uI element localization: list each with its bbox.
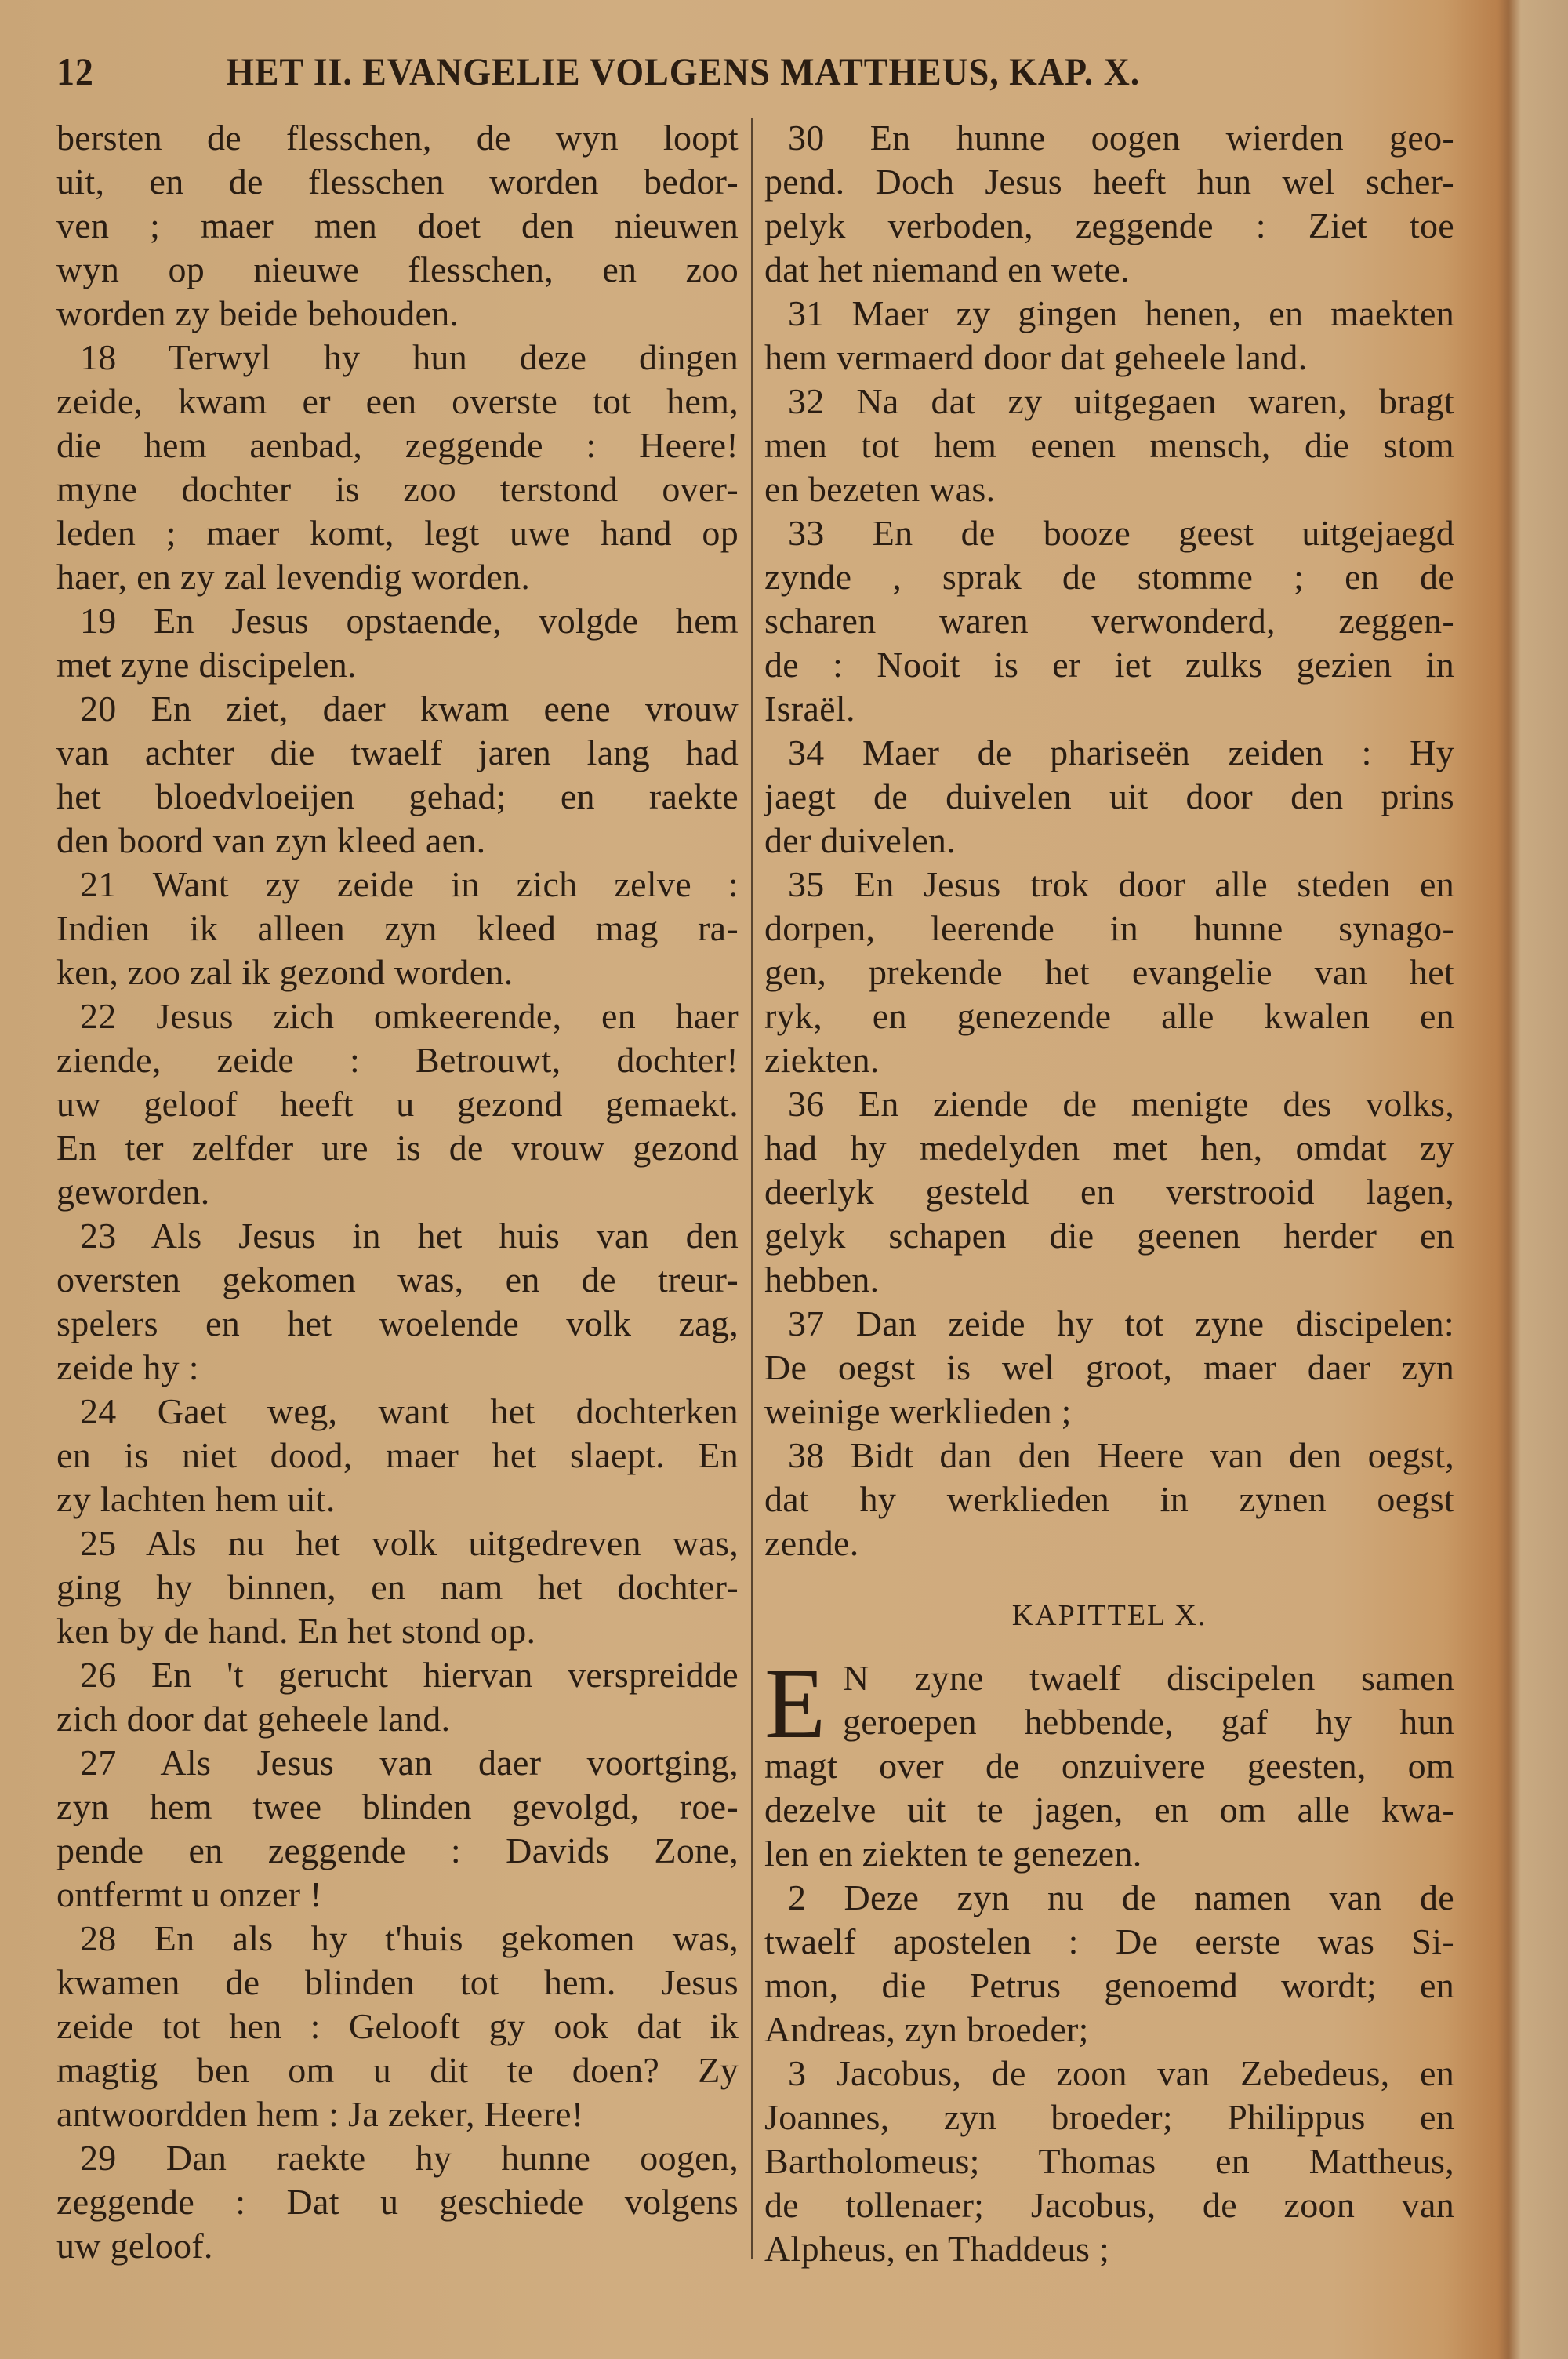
text-line: 19 En Jesus opstaende, volgde hem (80, 601, 739, 641)
text-line: 22 Jesus zich omkeerende, en haer (80, 996, 739, 1036)
text-line: geworden. (56, 1172, 210, 1212)
text-line: 23 Als Jesus in het huis van den (80, 1216, 739, 1256)
text-line: het bloedvloeijen gehad; en raekte (56, 776, 739, 816)
text-line: deerlyk gesteld en verstrooid lagen, (764, 1172, 1454, 1212)
text-line: dorpen, leerende in hunne synago- (764, 908, 1454, 948)
text-line: leden ; maer komt, legt uwe hand op (56, 513, 739, 553)
text-line: Indien ik alleen zyn kleed mag ra- (56, 908, 739, 948)
text-line: pelyk verboden, zeggende : Ziet toe (764, 205, 1454, 245)
text-line: den boord van zyn kleed aen. (56, 820, 486, 860)
text-line: ging hy binnen, en nam het dochter- (56, 1567, 739, 1607)
text-line: van achter die twaelf jaren lang had (56, 732, 739, 772)
text-line: pende en zeggende : Davids Zone, (56, 1830, 739, 1870)
text-line: men tot hem eenen mensch, die stom (764, 425, 1454, 465)
text-line: magt over de onzuivere geesten, om (764, 1746, 1454, 1786)
text-line: 32 Na dat zy uitgegaen waren, bragt (788, 381, 1454, 421)
text-line: 28 En als hy t'huis gekomen was, (80, 1918, 739, 1958)
column-divider (751, 118, 753, 2259)
text-line: 2 Deze zyn nu de namen van de (788, 1877, 1454, 1917)
running-header (56, 49, 1181, 96)
text-line: ziekten. (764, 1040, 880, 1080)
text-line: scharen waren verwonderd, zeggen- (764, 601, 1454, 641)
adjacent-page-edge (1517, 0, 1568, 2359)
text-line: de tollenaer; Jacobus, de zoon van (764, 2185, 1454, 2225)
text-line: uw geloof heeft u gezond gemaekt. (56, 1084, 739, 1124)
text-line: 31 Maer zy gingen henen, en maekten (788, 293, 1454, 333)
text-line: bersten de flesschen, de wyn loopt (56, 118, 739, 158)
text-line: gelyk schapen die geenen herder en (764, 1216, 1454, 1256)
text-line: hem vermaerd door dat geheele land. (764, 337, 1308, 377)
right-column (764, 116, 1454, 2271)
text-line: 38 Bidt dan den Heere van den oegst, (788, 1435, 1454, 1475)
text-line: 24 Gaet weg, want het dochterken (80, 1391, 739, 1431)
text-line: 21 Want zy zeide in zich zelve : (80, 864, 739, 904)
text-line: worden zy beide behouden. (56, 293, 459, 333)
text-line: zynde , sprak de stomme ; en de (764, 557, 1454, 597)
text-line: had hy medelyden met hen, omdat zy (764, 1128, 1454, 1168)
text-line: spelers en het woelende volk zag, (56, 1303, 739, 1343)
text-line: wyn op nieuwe flesschen, en zoo (56, 249, 739, 289)
text-line: zich door dat geheele land. (56, 1699, 451, 1739)
text-line: Joannes, zyn broeder; Philippus en (764, 2097, 1454, 2137)
text-line: mon, die Petrus genoemd wordt; en (764, 1965, 1454, 2005)
text-line: kwamen de blinden tot hem. Jesus (56, 1962, 739, 2002)
text-line: zeide hy : (56, 1347, 199, 1387)
text-line: En ter zelfder ure is de vrouw gezond (56, 1128, 739, 1168)
text-line: haer, en zy zal levendig worden. (56, 557, 531, 597)
text-line: 18 Terwyl hy hun deze dingen (80, 337, 739, 377)
running-title: HET II. EVANGELIE VOLGENS MATTHEUS, KAP. X. (226, 49, 1141, 93)
text-line: uit, en de flesschen worden bedor- (56, 162, 739, 202)
text-line: Bartholomeus; Thomas en Mattheus, (764, 2141, 1454, 2181)
page-number: 12 (56, 49, 94, 93)
text-line: en bezeten was. (764, 469, 996, 509)
text-line: de : Nooit is er iet zulks gezien in (764, 645, 1454, 685)
text-line: met zyne discipelen. (56, 645, 357, 685)
text-line: 26 En 't gerucht hiervan verspreidde (80, 1655, 739, 1695)
text-line: 3 Jacobus, de zoon van Zebedeus, en (788, 2053, 1454, 2093)
text-line: Israël. (764, 689, 855, 729)
text-line: ryk, en genezende alle kwalen en (764, 996, 1454, 1036)
text-line: Alpheus, en Thaddeus ; (764, 2229, 1110, 2269)
text-line: Andreas, zyn broeder; (764, 2009, 1089, 2049)
text-line: ziende, zeide : Betrouwt, dochter! (56, 1040, 739, 1080)
text-line: dezelve uit te jagen, en om alle kwa- (764, 1790, 1454, 1830)
text-line: weinige werklieden ; (764, 1391, 1072, 1431)
text-line: 30 En hunne oogen wierden geo- (788, 118, 1454, 158)
text-line: antwoordden hem : Ja zeker, Heere! (56, 2094, 584, 2134)
text-line: 35 En Jesus trok door alle steden en (788, 864, 1454, 904)
text-line: zeide, kwam er een overste tot hem, (56, 381, 739, 421)
drop-cap: E (764, 1648, 826, 1759)
text-line: ken, zoo zal ik gezond worden. (56, 952, 514, 992)
text-line: 37 Dan zeide hy tot zyne discipelen: (788, 1303, 1454, 1343)
text-line: zyn hem twee blinden gevolgd, roe- (56, 1787, 739, 1826)
text-line: len en ziekten te genezen. (764, 1834, 1142, 1874)
text-line: De oegst is wel groot, maer daer zyn (764, 1347, 1454, 1387)
text-line: N zyne twaelf discipelen samen (843, 1658, 1454, 1698)
text-line: zeide tot hen : Gelooft gy ook dat ik (56, 2006, 739, 2046)
text-line: geroepen hebbende, gaf hy hun (843, 1702, 1454, 1742)
text-line: jaegt de duivelen uit door den prins (764, 776, 1454, 816)
right-column-verses (764, 116, 1454, 1565)
text-line: 29 Dan raekte hy hunne oogen, (80, 2138, 739, 2178)
text-line: en is niet dood, maer het slaept. En (56, 1435, 739, 1475)
text-line: ontfermt u onzer ! (56, 1874, 322, 1914)
left-column (56, 116, 739, 2268)
chapter-text (764, 1648, 1454, 2271)
text-line: gen, prekende het evangelie van het (764, 952, 1454, 992)
chapter-heading: KAPITTEL X. (1011, 1599, 1207, 1632)
text-line: 36 En ziende de menigte des volks, (788, 1084, 1454, 1124)
text-line: twaelf apostelen : De eerste was Si- (764, 1921, 1454, 1961)
text-line: 33 En de booze geest uitgejaegd (788, 513, 1454, 553)
text-line: myne dochter is zoo terstond over- (56, 469, 739, 509)
text-line: ven ; maer men doet den nieuwen (56, 205, 739, 245)
text-line: 25 Als nu het volk uitgedreven was, (80, 1523, 739, 1563)
text-line: zeggende : Dat u geschiede volgens (56, 2182, 739, 2222)
text-line: hebben. (764, 1259, 880, 1299)
text-line: ken by de hand. En het stond op. (56, 1611, 536, 1651)
text-line: magtig ben om u dit te doen? Zy (56, 2050, 739, 2090)
text-line: zy lachten hem uit. (56, 1479, 336, 1519)
text-line: oversten gekomen was, en de treur- (56, 1259, 739, 1299)
text-line: 27 Als Jesus van daer voortging, (80, 1743, 739, 1783)
text-line: die hem aenbad, zeggende : Heere! (56, 425, 739, 465)
text-line: dat hy werklieden in zynen oegst (764, 1479, 1454, 1519)
text-line: zende. (764, 1523, 859, 1563)
text-line: uw geloof. (56, 2226, 213, 2266)
text-line: 34 Maer de phariseën zeiden : Hy (788, 732, 1454, 772)
text-line: dat het niemand en wete. (764, 249, 1130, 289)
text-line: 20 En ziet, daer kwam eene vrouw (80, 689, 739, 729)
text-line: der duivelen. (764, 820, 956, 860)
text-line: pend. Doch Jesus heeft hun wel scher- (764, 162, 1454, 202)
